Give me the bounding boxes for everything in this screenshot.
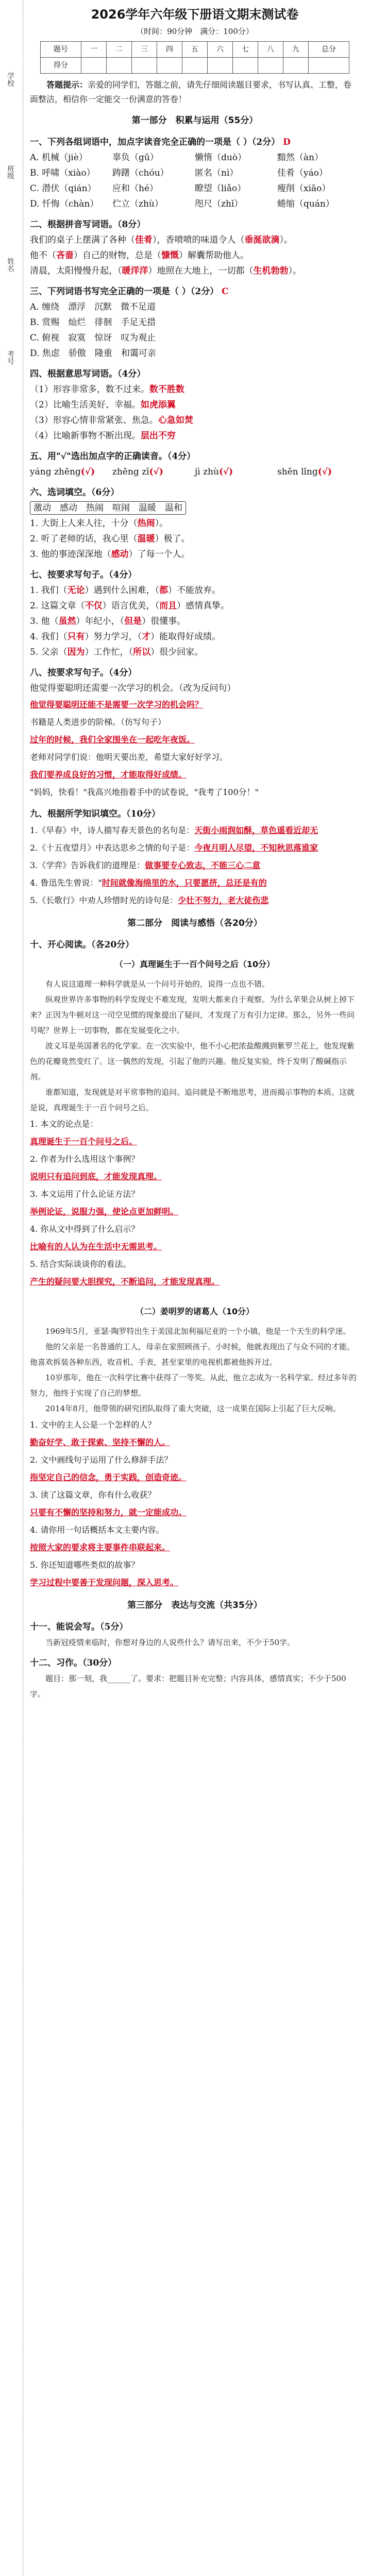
answer-blank: 都 xyxy=(159,585,168,596)
question-8: 八、按要求写句子。（4分） xyxy=(30,668,137,678)
score-cell xyxy=(232,58,258,74)
reading-question: 5. 结合实际谈谈你的看法。 xyxy=(30,1259,131,1269)
question-9: 九、根据所学知识填空。（10分） xyxy=(30,809,161,819)
sentence-text: ）遇到什么困难，（ xyxy=(85,585,160,596)
question-2: 二、根据拼音写词语。（8分） xyxy=(30,219,146,230)
question-3-options xyxy=(30,299,360,361)
passage-paragraph: 10岁那年，他在一次科学比赛中获得了一等奖。从此，他立志成为一名科学家。经过多年的努力，他终于实现了自己的梦想。 xyxy=(30,1373,357,1398)
note-text: 亲爱的同学们，答题之前，请先仔细阅读题目要求，书写认真、工整，卷面整洁，相信你一定能交一份满意的答卷！ xyxy=(30,80,352,104)
gutter-label-school: 学校 xyxy=(6,72,14,87)
answer-blank: 生机勃勃 xyxy=(253,266,289,276)
sentence-text: ）年纪小，（ xyxy=(76,616,125,626)
answer-line: 他觉得要聪明还能不是需要一次学习的机会吗？ xyxy=(30,700,204,709)
exam-subtitle: （时间：90分钟 满分：100分） xyxy=(136,27,254,36)
answer-blank: 垂涎欲滴 xyxy=(244,235,280,245)
question-5-pinyin xyxy=(30,464,360,480)
score-cell xyxy=(106,58,131,74)
exam-note xyxy=(30,78,360,107)
pinyin-text: yáng zhēng xyxy=(30,467,81,477)
reading-question: 5. 你还知道哪些类似的故事？ xyxy=(30,1560,140,1570)
answer-line: 老师对同学们说：他明天要出差，希望大家好好学习。 xyxy=(30,752,228,762)
reading-question: 3. 本文运用了什么论证方法？ xyxy=(30,1189,140,1199)
answer-word: 心急如焚 xyxy=(158,415,193,426)
answer-blank: 虽然 xyxy=(58,616,76,626)
answer-mark: (√) xyxy=(218,467,233,477)
sentence xyxy=(30,629,360,645)
answer-line: 我们要养成良好的习惯，才能取得好成绩。 xyxy=(30,770,187,779)
sentence-text: ）努力学习，（ xyxy=(85,632,142,642)
answer-blank: 所以 xyxy=(133,647,151,657)
score-header-cell: 七 xyxy=(232,42,258,58)
pinyin-text: zhēng zǐ xyxy=(112,467,149,477)
fill-item xyxy=(30,839,360,857)
reading-question: 4. 请你用一句话概括本文主要内容。 xyxy=(30,1525,164,1535)
definition-text: （3）形容心情非常紧张、焦急。 xyxy=(30,415,158,426)
answer-line: 过年的时候，我们全家围坐在一起吃年夜饭。 xyxy=(30,735,195,744)
reading-question: 1. 文中的主人公是一个怎样的人？ xyxy=(30,1420,156,1430)
passage-1-title: （一）真理诞生于一百个问号之后（10分） xyxy=(114,959,275,969)
passage-paragraph: 有人说这道理一种科学就是从一个问号开始的，说得一点也不错。 xyxy=(45,979,270,989)
answer-blank: 温暖 xyxy=(137,534,155,544)
score-cell xyxy=(81,58,106,74)
sentence xyxy=(30,232,360,248)
passage-paragraph: 波义耳是英国著名的化学家。在一次实验中，他不小心把浓盐酸溅到紫罗兰花上，他发现紫色的花瓣竟然变红了。这一偶然的发现，引起了他的兴趣。他反复实验，终于发明了酸碱指示剂。 xyxy=(30,1041,355,1081)
passage-1-questions xyxy=(30,1115,360,1291)
question-12-text: 题目：那一刻，我______了。要求：把题目补充完整；内容具体，感情真实；不少于500字。 xyxy=(30,1674,346,1699)
sentence-text: ）了每一个人。 xyxy=(128,549,190,560)
definition-item xyxy=(30,397,360,413)
score-header-cell: 六 xyxy=(207,42,232,58)
option-word: 蜷缩（quán） xyxy=(277,199,334,209)
sentence-text: 2. 这篇文章（ xyxy=(30,601,85,611)
sentence-text: 1. 我们（ xyxy=(30,585,68,596)
question-7-lines xyxy=(30,583,360,660)
passage-paragraph: 他的父亲是一名普通的工人，母亲在家照顾孩子。小时候，他就表现出了与众不同的才能。他喜欢拆装各种东西，收音机、手表，甚至家里的电视机都被他拆开过。 xyxy=(30,1342,355,1367)
sentence xyxy=(30,531,360,547)
sentence-text: ）工作忙，（ xyxy=(85,647,133,657)
sentence xyxy=(30,516,360,531)
fill-answer: 今夜月明人尽望，不知秋思落谁家 xyxy=(194,843,318,853)
answer-word: 如虎添翼 xyxy=(140,400,176,410)
gutter-label-number: 考号 xyxy=(6,350,14,365)
question-10: 十、开心阅读。（各20分） xyxy=(30,940,134,950)
question-9-items xyxy=(30,822,360,909)
sentence xyxy=(30,645,360,660)
score-cell xyxy=(207,58,232,74)
passage-paragraph: 谁都知道，发现就是对平常事物的追问。追问就是不断地思考，进而揭示事物的本质。这就是说，真理诞生于一百个问号之后。 xyxy=(30,1088,355,1112)
option-row: C. 俯视 寂寞 惊讶 叹为观止 xyxy=(30,333,156,343)
reading-question: 2. 作者为什么选用这个事例？ xyxy=(30,1154,140,1164)
answer-blank: 但是 xyxy=(124,616,142,626)
reading-question: 4. 你从文中得到了什么启示？ xyxy=(30,1224,140,1234)
reading-answer: 指坚定自己的信念，勇于实践，创造奇迹。 xyxy=(30,1472,187,1482)
answer-blank: 只有 xyxy=(67,632,85,642)
sentence-text: 1. 大街上人来人往，十分（ xyxy=(30,518,138,529)
score-cell xyxy=(157,58,182,74)
note-label: 答题提示： xyxy=(46,80,88,90)
passage-paragraph: 2014年8月，他带领的研究团队取得了重大突破，这一成果在国际上引起了巨大反响。 xyxy=(45,1404,341,1413)
sentence-text: 2. 听了老师的话，我心里（ xyxy=(30,534,138,544)
reading-answer: 按照大家的要求将主要事件串联起来。 xyxy=(30,1543,171,1552)
score-cell xyxy=(258,58,283,74)
reading-answer: 只要有不懈的坚持和努力，就一定能成功。 xyxy=(30,1507,187,1517)
sentence-text: ）能取得好成绩。 xyxy=(150,632,221,642)
sentence-text: 4. 我们（ xyxy=(30,632,68,642)
score-cell xyxy=(283,58,308,74)
fill-answer: 时间就像海绵里的水，只要愿挤，总还是有的 xyxy=(102,878,267,888)
score-header-cell: 一 xyxy=(81,42,106,58)
pinyin-text: jì zhù xyxy=(195,467,219,477)
reading-question: 1. 本文的论点是： xyxy=(30,1119,98,1129)
sentence xyxy=(30,547,360,562)
option-word: 伫立（zhù） xyxy=(112,199,163,209)
binding-gutter xyxy=(0,0,23,2576)
option-word: 应和（hé） xyxy=(112,183,159,194)
pinyin-row xyxy=(30,464,360,480)
answer-line: 书籍是人类进步的阶梯。（仿写句子） xyxy=(30,717,166,727)
answer-word: 层出不穷 xyxy=(140,431,176,441)
question-2-sentences xyxy=(30,232,360,279)
sentence-text: ）很少回家。 xyxy=(150,647,204,657)
fill-prompt: 1.《早春》中，诗人描写春天景色的名句是： xyxy=(30,825,195,835)
answer-word: 数不胜数 xyxy=(149,384,184,395)
sentence-text: ），香喷喷的味道令人（ xyxy=(153,235,245,245)
question-3: 三、下列词语书写完全正确的一项是（ ）（2分） C xyxy=(30,286,229,297)
reading-answer: 勤奋好学、敢于探索、坚持不懈的人。 xyxy=(30,1437,171,1447)
sentence-text: ）解囊帮助他人。 xyxy=(179,250,249,261)
reading-answer: 真理诞生于一百个问号之后。 xyxy=(30,1137,138,1146)
option-row: B. 赏赐 灿烂 徘徊 手足无措 xyxy=(30,317,156,328)
answer-blank: 不仅 xyxy=(85,601,103,611)
sentence xyxy=(30,263,360,279)
sentence-text: 3. 他的事迹深深地（ xyxy=(30,549,111,560)
sentence-text: ）。 xyxy=(155,518,168,529)
answer-blank: 佳肴 xyxy=(135,235,153,245)
question-4: 四、根据意思写词语。（4分） xyxy=(30,369,146,379)
option-word: 踌躇（chóu） xyxy=(112,168,169,178)
part-two-heading: 第二部分 阅读与感悟（各20分） xyxy=(127,918,262,928)
passage-2 xyxy=(30,1324,360,1416)
question-1: 一、下列各组词语中，加点字读音完全正确的一项是（ ）（2分） D xyxy=(30,137,291,147)
sentence-text: ）语言优美，（ xyxy=(102,601,160,611)
score-row-label: 得分 xyxy=(41,58,81,74)
answer-blank: 因为 xyxy=(67,647,85,657)
option-row: D. 焦虑 骄傲 隆重 和霭可亲 xyxy=(30,348,156,359)
option-word: 懒惰（duò） xyxy=(195,152,247,163)
sentence xyxy=(30,583,360,598)
option-word: 瘦削（xiāo） xyxy=(277,183,331,194)
pinyin-cell xyxy=(30,464,112,480)
score-cell xyxy=(131,58,157,74)
reading-answer: 举例论证，说服力强，使论点更加鲜明。 xyxy=(30,1207,179,1216)
fill-answer: 天街小雨润如酥，草色遥看近却无 xyxy=(194,825,318,835)
sentence-text: ）很懂事。 xyxy=(142,616,186,626)
question-6: 六、选词填空。（6分） xyxy=(30,487,120,498)
passage-1 xyxy=(30,976,360,1115)
option-word: A. 机械（jiè） xyxy=(30,152,88,163)
passage-2-questions xyxy=(30,1416,360,1591)
option-row xyxy=(30,181,360,196)
fill-item xyxy=(30,857,360,874)
sentence-text: ）。 xyxy=(288,266,301,276)
answer-blank: 无论 xyxy=(67,585,85,596)
score-header-cell: 二 xyxy=(106,42,131,58)
fill-answer: 做事要专心致志，不能三心二意 xyxy=(145,860,261,870)
definition-text: （2）比喻生活美好、幸福。 xyxy=(30,400,141,410)
reading-question: 2. 文中画线句子运用了什么修辞手法？ xyxy=(30,1455,173,1465)
sentence-text: ）极了。 xyxy=(155,534,190,544)
answer-mark: (√) xyxy=(80,467,95,477)
sentence xyxy=(30,248,360,263)
answer-mark: (√) xyxy=(317,467,332,477)
score-header-cell: 五 xyxy=(182,42,207,58)
reading-question: 3. 读了这篇文章，你有什么收获？ xyxy=(30,1490,156,1500)
sentence-text: ）。 xyxy=(279,235,293,245)
option-word: 瞭望（liǎo） xyxy=(195,183,246,194)
sentence-text: 我们的桌子上摆满了各种（ xyxy=(30,235,135,245)
option-word: C. 潜伏（qián） xyxy=(30,183,96,194)
answer-line: "妈妈，快看！"我高兴地指着手中的试卷说，"我考了100分！" xyxy=(30,787,259,797)
sentence xyxy=(30,598,360,614)
answer-block xyxy=(30,696,360,801)
part-one-heading: 第一部分 积累与运用（55分） xyxy=(131,115,258,126)
reading-answer: 比喻有的人认为在生活中无需思考。 xyxy=(30,1242,162,1251)
sentence-text: ）地照在大地上，一切都（ xyxy=(148,266,254,276)
fill-prompt: 3.《学弈》告诉我们的道理是： xyxy=(30,860,145,870)
fill-item xyxy=(30,874,360,892)
exam-title: 2026学年六年级下册语文期末测试卷 xyxy=(91,7,299,22)
option-row xyxy=(30,150,360,165)
definition-text: （1）形容非常多，数不过来。 xyxy=(30,384,149,395)
sentence-text: ）感情真挚。 xyxy=(177,601,230,611)
question-1-options xyxy=(30,150,360,212)
fill-prompt: 2.《十五夜望月》中表达思乡之情的句子是： xyxy=(30,843,195,853)
sentence-text: 他不（ xyxy=(30,250,56,261)
question-8-hint: 他觉得要聪明还需要一次学习的机会。（改为反问句） xyxy=(30,683,236,693)
answer-blank: 慷慨 xyxy=(161,250,179,261)
gutter-label-class: 班级 xyxy=(6,165,14,179)
fill-item xyxy=(30,822,360,839)
answer-mark: (√) xyxy=(149,467,163,477)
question-11: 十一、能说会写。（5分） xyxy=(30,1622,128,1632)
sentence-text: 3. 他（ xyxy=(30,616,59,626)
option-word: 佳肴（yáo） xyxy=(277,168,328,178)
option-row xyxy=(30,165,360,181)
option-word: 匿名（nì） xyxy=(195,168,239,178)
score-header-cell: 四 xyxy=(157,42,182,58)
sentence-text: ）自己的财物，总是（ xyxy=(74,250,161,261)
fill-answer: 少壮不努力，老大徒伤悲 xyxy=(178,895,269,905)
fill-item xyxy=(30,892,360,909)
question-11-text: 当新冠疫情来临时，你想对身边的人说些什么？请写出来，不少于50字。 xyxy=(45,1638,295,1647)
answer-1: D xyxy=(283,137,291,147)
gutter-label-name: 姓名 xyxy=(6,258,14,272)
question-4-items xyxy=(30,382,360,444)
score-table xyxy=(40,41,349,74)
passage-paragraph: 1969年5月，亚瑟·陶罗特出生于美国北加利福尼亚的一个小镇，他是一个天生的科学迷。 xyxy=(45,1327,351,1336)
sentence-text: 5. 父亲（ xyxy=(30,647,68,657)
answer-blank: 而且 xyxy=(159,601,177,611)
definition-item xyxy=(30,382,360,397)
definition-item xyxy=(30,428,360,444)
pinyin-cell xyxy=(112,464,195,480)
word-bank: 激动 感动 热闹 喧闹 温暖 温和 xyxy=(30,501,186,515)
sentence-text: ）不能放弃。 xyxy=(168,585,221,596)
answer-blank: 才 xyxy=(142,632,151,642)
option-row: A. 缠绕 漂浮 沉默 微不足道 xyxy=(30,302,156,312)
reading-answer: 学习过程中要善于发现问题，深入思考。 xyxy=(30,1578,179,1587)
definition-item xyxy=(30,413,360,428)
fill-prompt: 4. 鲁迅先生曾说：" xyxy=(30,878,102,888)
score-header-cell: 题号 xyxy=(41,42,81,58)
question-6-sentences xyxy=(30,516,360,562)
passage-paragraph: 纵观世界许多事物的科学发现史不难发现，发明大都来自于观察。为什么苹果会从树上掉下来？正因为牛顿对这一司空见惯的现象提出了疑问，才发现了万有引力定律。那么，另外一些问号呢？世界上一切事物，都在发展变化之中。 xyxy=(30,995,355,1035)
score-header-cell: 三 xyxy=(131,42,157,58)
question-7: 七、按要求写句子。（4分） xyxy=(30,570,137,580)
pinyin-text: shēn lǐng xyxy=(277,467,318,477)
passage-2-title: （二）姜明罗的诸葛人（10分） xyxy=(135,1307,255,1316)
sentence xyxy=(30,614,360,629)
part-three-heading: 第三部分 表达与交流（共35分） xyxy=(127,1600,262,1611)
answer-blank: 感动 xyxy=(111,549,129,560)
pinyin-cell xyxy=(195,464,277,480)
score-header-cell: 总分 xyxy=(309,42,349,58)
score-cell xyxy=(182,58,207,74)
reading-answer: 产生的疑问要大胆探究，不断追问，才能发现真理。 xyxy=(30,1277,220,1286)
answer-3: C xyxy=(222,286,229,297)
option-word: 黯然（àn） xyxy=(277,152,324,163)
answer-blank: 暖洋洋 xyxy=(122,266,148,276)
pinyin-cell xyxy=(277,464,360,480)
exam-content xyxy=(30,4,360,1702)
question-5: 五、用"√"选出加点字的正确读音。（4分） xyxy=(30,451,196,462)
definition-text: （4）比喻新事物不断出现。 xyxy=(30,431,141,441)
sentence-text: 清晨，太阳慢慢升起，（ xyxy=(30,266,122,276)
option-word: 咫尺（zhǐ） xyxy=(195,199,243,209)
answer-blank: 吝啬 xyxy=(56,250,74,261)
question-12: 十二、习作。（30分） xyxy=(30,1658,117,1668)
fill-prompt: 5.《长歌行》中劝人珍惜时光的诗句是： xyxy=(30,895,178,905)
score-header-cell: 九 xyxy=(283,42,308,58)
option-word: 辜负（gū） xyxy=(112,152,159,163)
score-cell xyxy=(309,58,349,74)
answer-blank: 热闹 xyxy=(137,518,155,529)
reading-answer: 说明只有追问到底，才能发现真理。 xyxy=(30,1172,162,1181)
option-word: B. 呼啸（xiào） xyxy=(30,168,95,178)
option-row xyxy=(30,196,360,212)
option-word: D. 忏悔（chàn） xyxy=(30,199,99,209)
score-header-cell: 八 xyxy=(258,42,283,58)
